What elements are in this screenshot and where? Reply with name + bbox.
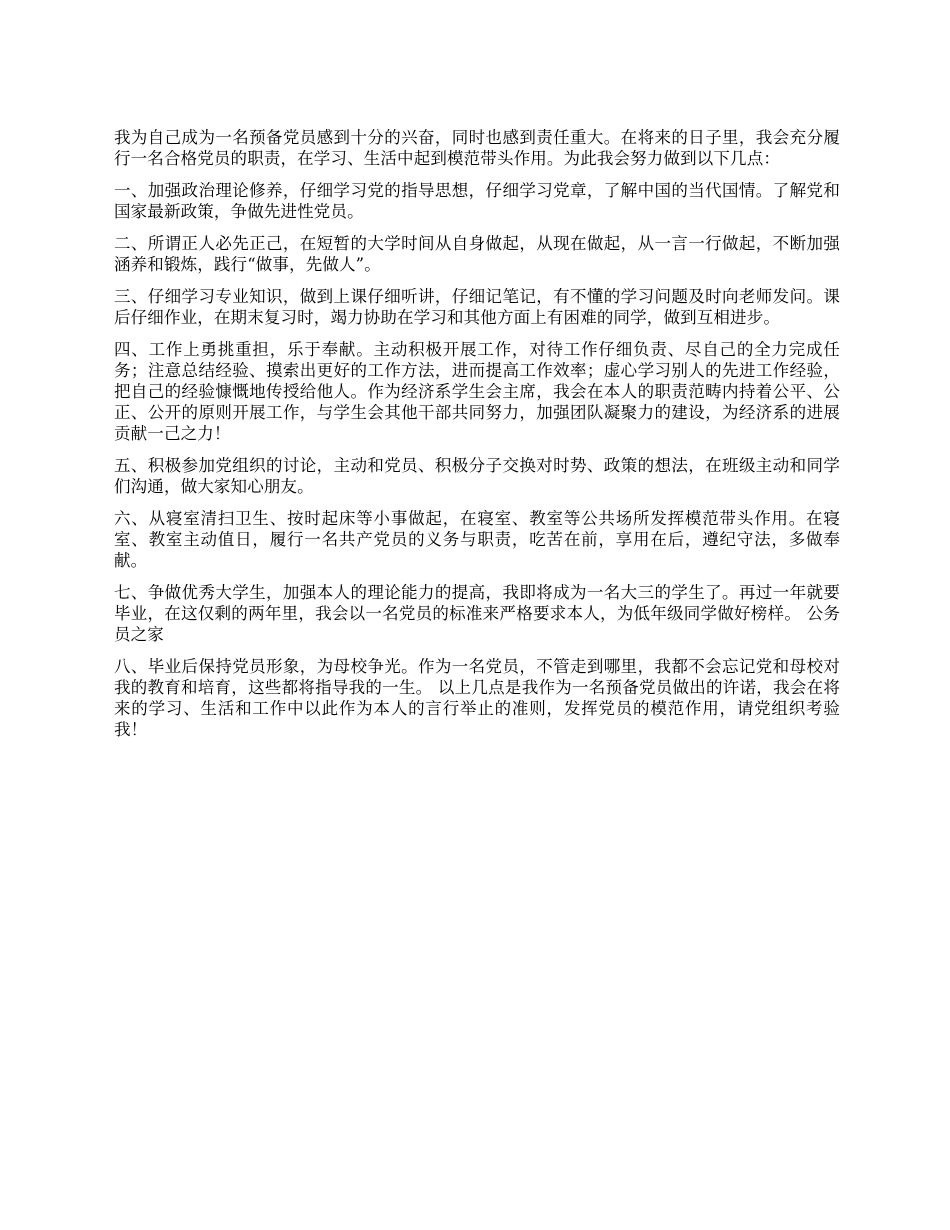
paragraph-point-7: 七、争做优秀大学生，加强本人的理论能力的提高，我即将成为一名大三的学生了。再过一年就要毕业，在这仅剩的两年里，我会以一名党员的标准来严格要求本人，为低年级同学做好榜样。 公务员之家 [114,583,840,644]
paragraph-point-3: 三、仔细学习专业知识，做到上课仔细听讲，仔细记笔记，有不懂的学习问题及时向老师发问。课后仔细作业，在期末复习时，竭力协助在学习和其他方面上有困难的同学，做到互相进步。 [114,287,840,327]
paragraph-point-4: 四、工作上勇挑重担，乐于奉献。主动积极开展工作，对待工作仔细负责、尽自己的全力完成任务；注意总结经验、摸索出更好的工作方法，进而提高工作效率；虚心学习别人的先进工作经验，把自己的经验慷慨地传授给他人。作为经济系学生会主席，我会在本人的职责范畴内持着公平、公正、公开的原则开展工作，与学生会其他干部共同努力，加强团队凝聚力的建设，为经济系的进展贡献一己之力！ [114,340,840,443]
paragraph-point-2: 二、所谓正人必先正己，在短暂的大学时间从自身做起，从现在做起，从一言一行做起，不断加强涵养和锻炼，践行“做事，先做人”。 [114,234,840,274]
paragraph-point-6: 六、从寝室清扫卫生、按时起床等小事做起，在寝室、教室等公共场所发挥模范带头作用。在寝室、教室主动值日，履行一名共产党员的义务与职责，吃苦在前，享用在后，遵纪守法，多做奉献。 [114,509,840,570]
paragraph-point-1: 一、加强政治理论修养，仔细学习党的指导思想，仔细学习党章，了解中国的当代国情。了解党和国家最新政策，争做先进性党员。 [114,181,840,221]
paragraph-point-8: 八、毕业后保持党员形象，为母校争光。作为一名党员，不管走到哪里，我都不会忘记党和母校对我的教育和培育，这些都将指导我的一生。 以上几点是我作为一名预备党员做出的许诺，我会在将来的学习、生活和工作中以此作为本人的言行举止的准则，发挥党员的模范作用，请党组织考验我！ [114,657,840,739]
paragraph-intro: 我为自己成为一名预备党员感到十分的兴奋，同时也感到责任重大。在将来的日子里，我会充分履行一名合格党员的职责，在学习、生活中起到模范带头作用。为此我会努力做到以下几点： [114,128,840,168]
paragraph-point-5: 五、积极参加党组织的讨论，主动和党员、积极分子交换对时势、政策的想法，在班级主动和同学们沟通，做大家知心朋友。 [114,456,840,496]
document-body [114,127,840,751]
